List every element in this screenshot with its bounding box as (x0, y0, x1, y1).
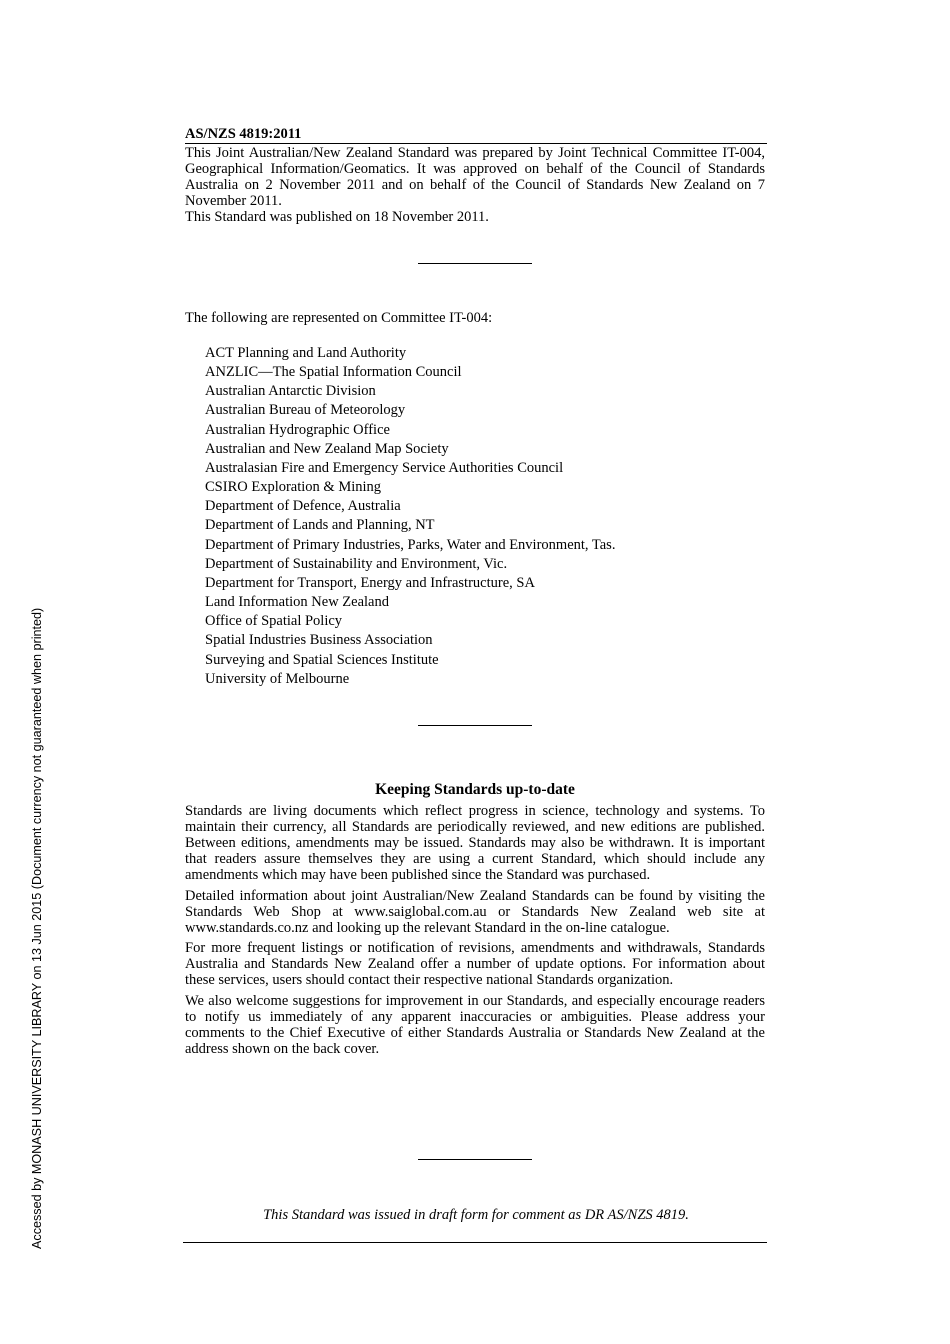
publication-date-paragraph: This Standard was published on 18 November 2011. (185, 209, 489, 225)
draft-note: This Standard was issued in draft form for comment as DR AS/NZS 4819. (263, 1207, 689, 1223)
committee-member: Department of Lands and Planning, NT (205, 517, 435, 534)
footer-rule (183, 1242, 767, 1243)
committee-member: Australian Bureau of Meteorology (205, 402, 406, 419)
committee-member: Australasian Fire and Emergency Service Authorities Council (205, 459, 564, 476)
committee-member: ACT Planning and Land Authority (205, 345, 407, 361)
committee-member: Department of Primary Industries, Parks, Water and Environment, Tas. (205, 536, 616, 553)
header-rule (185, 143, 767, 144)
section-divider (418, 725, 532, 726)
preparation-notice (185, 145, 765, 225)
committee-member: CSIRO Exploration & Mining (205, 479, 382, 496)
body-paragraph: For more frequent listings or notification of revisions, amendments and withdrawals, Standards Australia and Standards New Zealand offer a number of update options. For information about these services, users should contact their respective national Standards organization. (185, 940, 765, 988)
section-divider (418, 1159, 532, 1160)
committee-member: Australian Antarctic Division (205, 383, 376, 400)
committee-member: ANZLIC—The Spatial Information Council (205, 364, 462, 381)
committee-member: Land Information New Zealand (205, 594, 389, 611)
committee-member: Department of Defence, Australia (205, 498, 401, 515)
keeping-standards-heading: Keeping Standards up-to-date (375, 781, 575, 798)
body-paragraph: Standards are living documents which reflect progress in science, technology and systems. To maintain their currency, all Standards are periodically reviewed, and new editions are published. Between editions, amendments may be issued. Standards may also be withdrawn. It is important that readers assure themselves they are using a current Standard, which should include any amendments which may have been published since the Standard was purchased. (185, 803, 765, 883)
committee-member: Department for Transport, Energy and Infrastructure, SA (205, 574, 535, 591)
body-paragraph: Detailed information about joint Australian/New Zealand Standards can be found by visiting the Standards Web Shop at www.saiglobal.com.au or Standards New Zealand web site at www.standards.co.nz and looking up the relevant Standard in the on-line catalogue. (185, 887, 765, 936)
preparation-paragraph: This Joint Australian/New Zealand Standard was prepared by Joint Technical Committee IT-004, Geographical Information/Geomatics. It was approved on behalf of the Council of Standards Australia on 2 November 2011 and on behalf of the Council of Standards New Zealand on 7 November 2011. (185, 145, 765, 209)
committee-member: University of Melbourne (205, 670, 350, 687)
document-id: AS/NZS 4819:2011 (185, 126, 302, 142)
committee-member: Australian Hydrographic Office (205, 421, 390, 438)
committee-member: Australian and New Zealand Map Society (205, 440, 449, 457)
keeping-standards-body (185, 803, 765, 1061)
committee-intro: The following are represented on Committee IT-004: (185, 310, 493, 326)
committee-member: Spatial Industries Business Association (205, 632, 433, 649)
committee-member: Department of Sustainability and Environment, Vic. (205, 555, 508, 572)
body-paragraph: We also welcome suggestions for improvement in our Standards, and especially encourage readers to notify us immediately of any apparent inaccuracies or ambiguities. Please address your comments to the Chief Executive of either Standards Australia or Standards New Zealand at the address shown on the back cover. (185, 992, 765, 1057)
committee-member: Surveying and Spatial Sciences Institute (205, 651, 439, 668)
section-divider (418, 263, 532, 264)
committee-member-list (205, 344, 615, 689)
committee-member: Office of Spatial Policy (205, 613, 343, 630)
access-watermark: Accessed by MONASH UNIVERSITY LIBRARY on 13 Jun 2015 (Document currency not guaranteed when printed) (30, 607, 44, 1249)
